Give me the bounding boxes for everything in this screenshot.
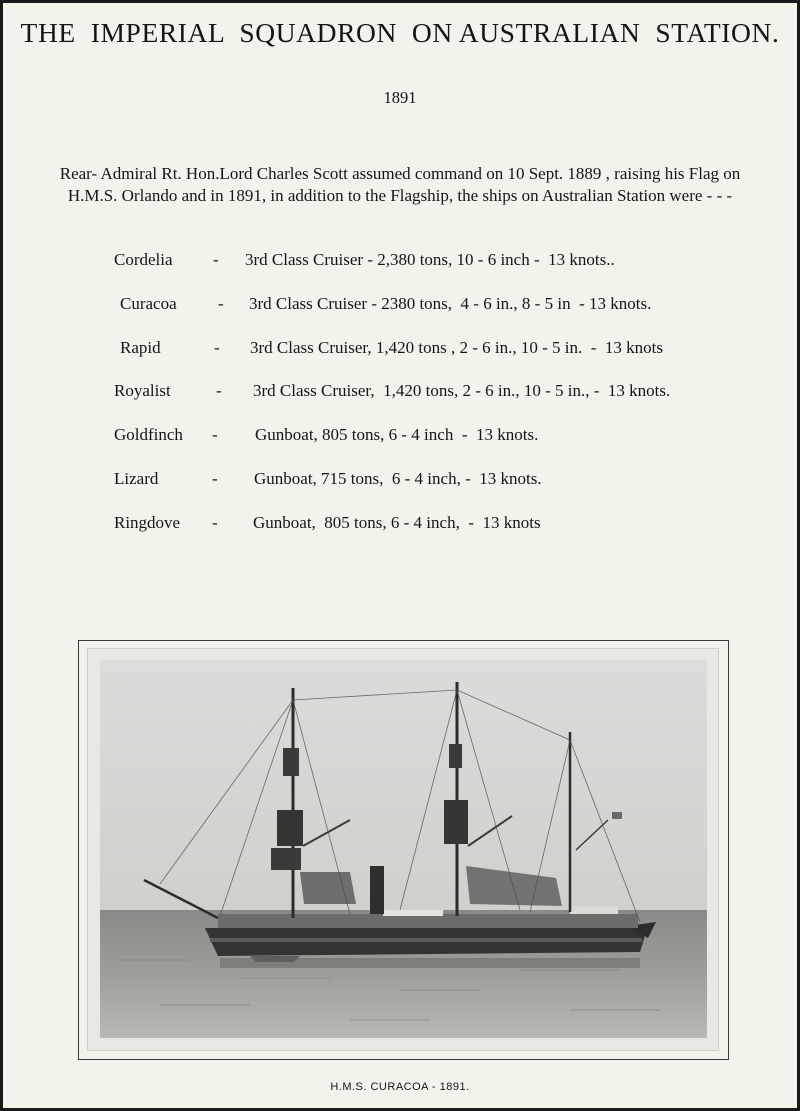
ship-description: Gunboat, 715 tons, 6 - 4 inch, - 13 knots. bbox=[254, 469, 542, 488]
ship-dash: - bbox=[216, 381, 222, 400]
page-title: THE IMPERIAL SQUADRON ON AUSTRALIAN STATION. bbox=[20, 17, 780, 48]
ship-dash: - bbox=[212, 469, 218, 488]
ship-row bbox=[0, 338, 800, 360]
year-heading: 1891 bbox=[383, 88, 417, 107]
ship-dash: - bbox=[212, 513, 218, 532]
ship-name: Rapid bbox=[120, 338, 161, 357]
ship-description: 3rd Class Cruiser, 1,420 tons , 2 - 6 in., 10 - 5 in. - 13 knots bbox=[250, 338, 663, 357]
ship-dash: - bbox=[218, 294, 224, 313]
intro-line-2: H.M.S. Orlando and in 1891, in addition to the Flagship, the ships on Australian Station were - - - bbox=[67, 186, 733, 205]
ship-row bbox=[0, 469, 800, 491]
ship-row bbox=[0, 250, 800, 272]
intro-line-1: Rear- Admiral Rt. Hon.Lord Charles Scott assumed command on 10 Sept. 1889 , raising his Flag on bbox=[59, 164, 741, 183]
ship-dash: - bbox=[212, 425, 218, 444]
photo-mount bbox=[78, 640, 729, 1060]
ship-name: Ringdove bbox=[114, 513, 181, 532]
intro-paragraph bbox=[0, 163, 800, 207]
ship-name: Goldfinch bbox=[114, 425, 183, 444]
ship-description: 3rd Class Cruiser, 1,420 tons, 2 - 6 in., 10 - 5 in., - 13 knots. bbox=[253, 381, 671, 400]
ship-description: 3rd Class Cruiser - 2380 tons, 4 - 6 in., 8 - 5 in - 13 knots. bbox=[249, 294, 652, 313]
ship-photo bbox=[100, 660, 707, 1038]
ship-dash: - bbox=[213, 250, 219, 269]
ship-description: Gunboat, 805 tons, 6 - 4 inch - 13 knots. bbox=[255, 425, 539, 444]
ship-row bbox=[0, 425, 800, 447]
ship-description: Gunboat, 805 tons, 6 - 4 inch, - 13 knots bbox=[253, 513, 541, 532]
ship-dash: - bbox=[214, 338, 220, 357]
ship-row bbox=[0, 381, 800, 403]
ship-photo-image bbox=[100, 660, 707, 1038]
ship-name: Curacoa bbox=[120, 294, 177, 313]
photo-card bbox=[88, 649, 718, 1050]
photo-caption: H.M.S. CURACOA - 1891. bbox=[330, 1081, 470, 1093]
ship-description: 3rd Class Cruiser - 2,380 tons, 10 - 6 inch - 13 knots.. bbox=[245, 250, 615, 269]
ship-row bbox=[0, 513, 800, 535]
ship-row bbox=[0, 294, 800, 316]
ship-name: Lizard bbox=[114, 469, 159, 488]
ship-name: Cordelia bbox=[114, 250, 173, 269]
ship-name: Royalist bbox=[114, 381, 171, 400]
